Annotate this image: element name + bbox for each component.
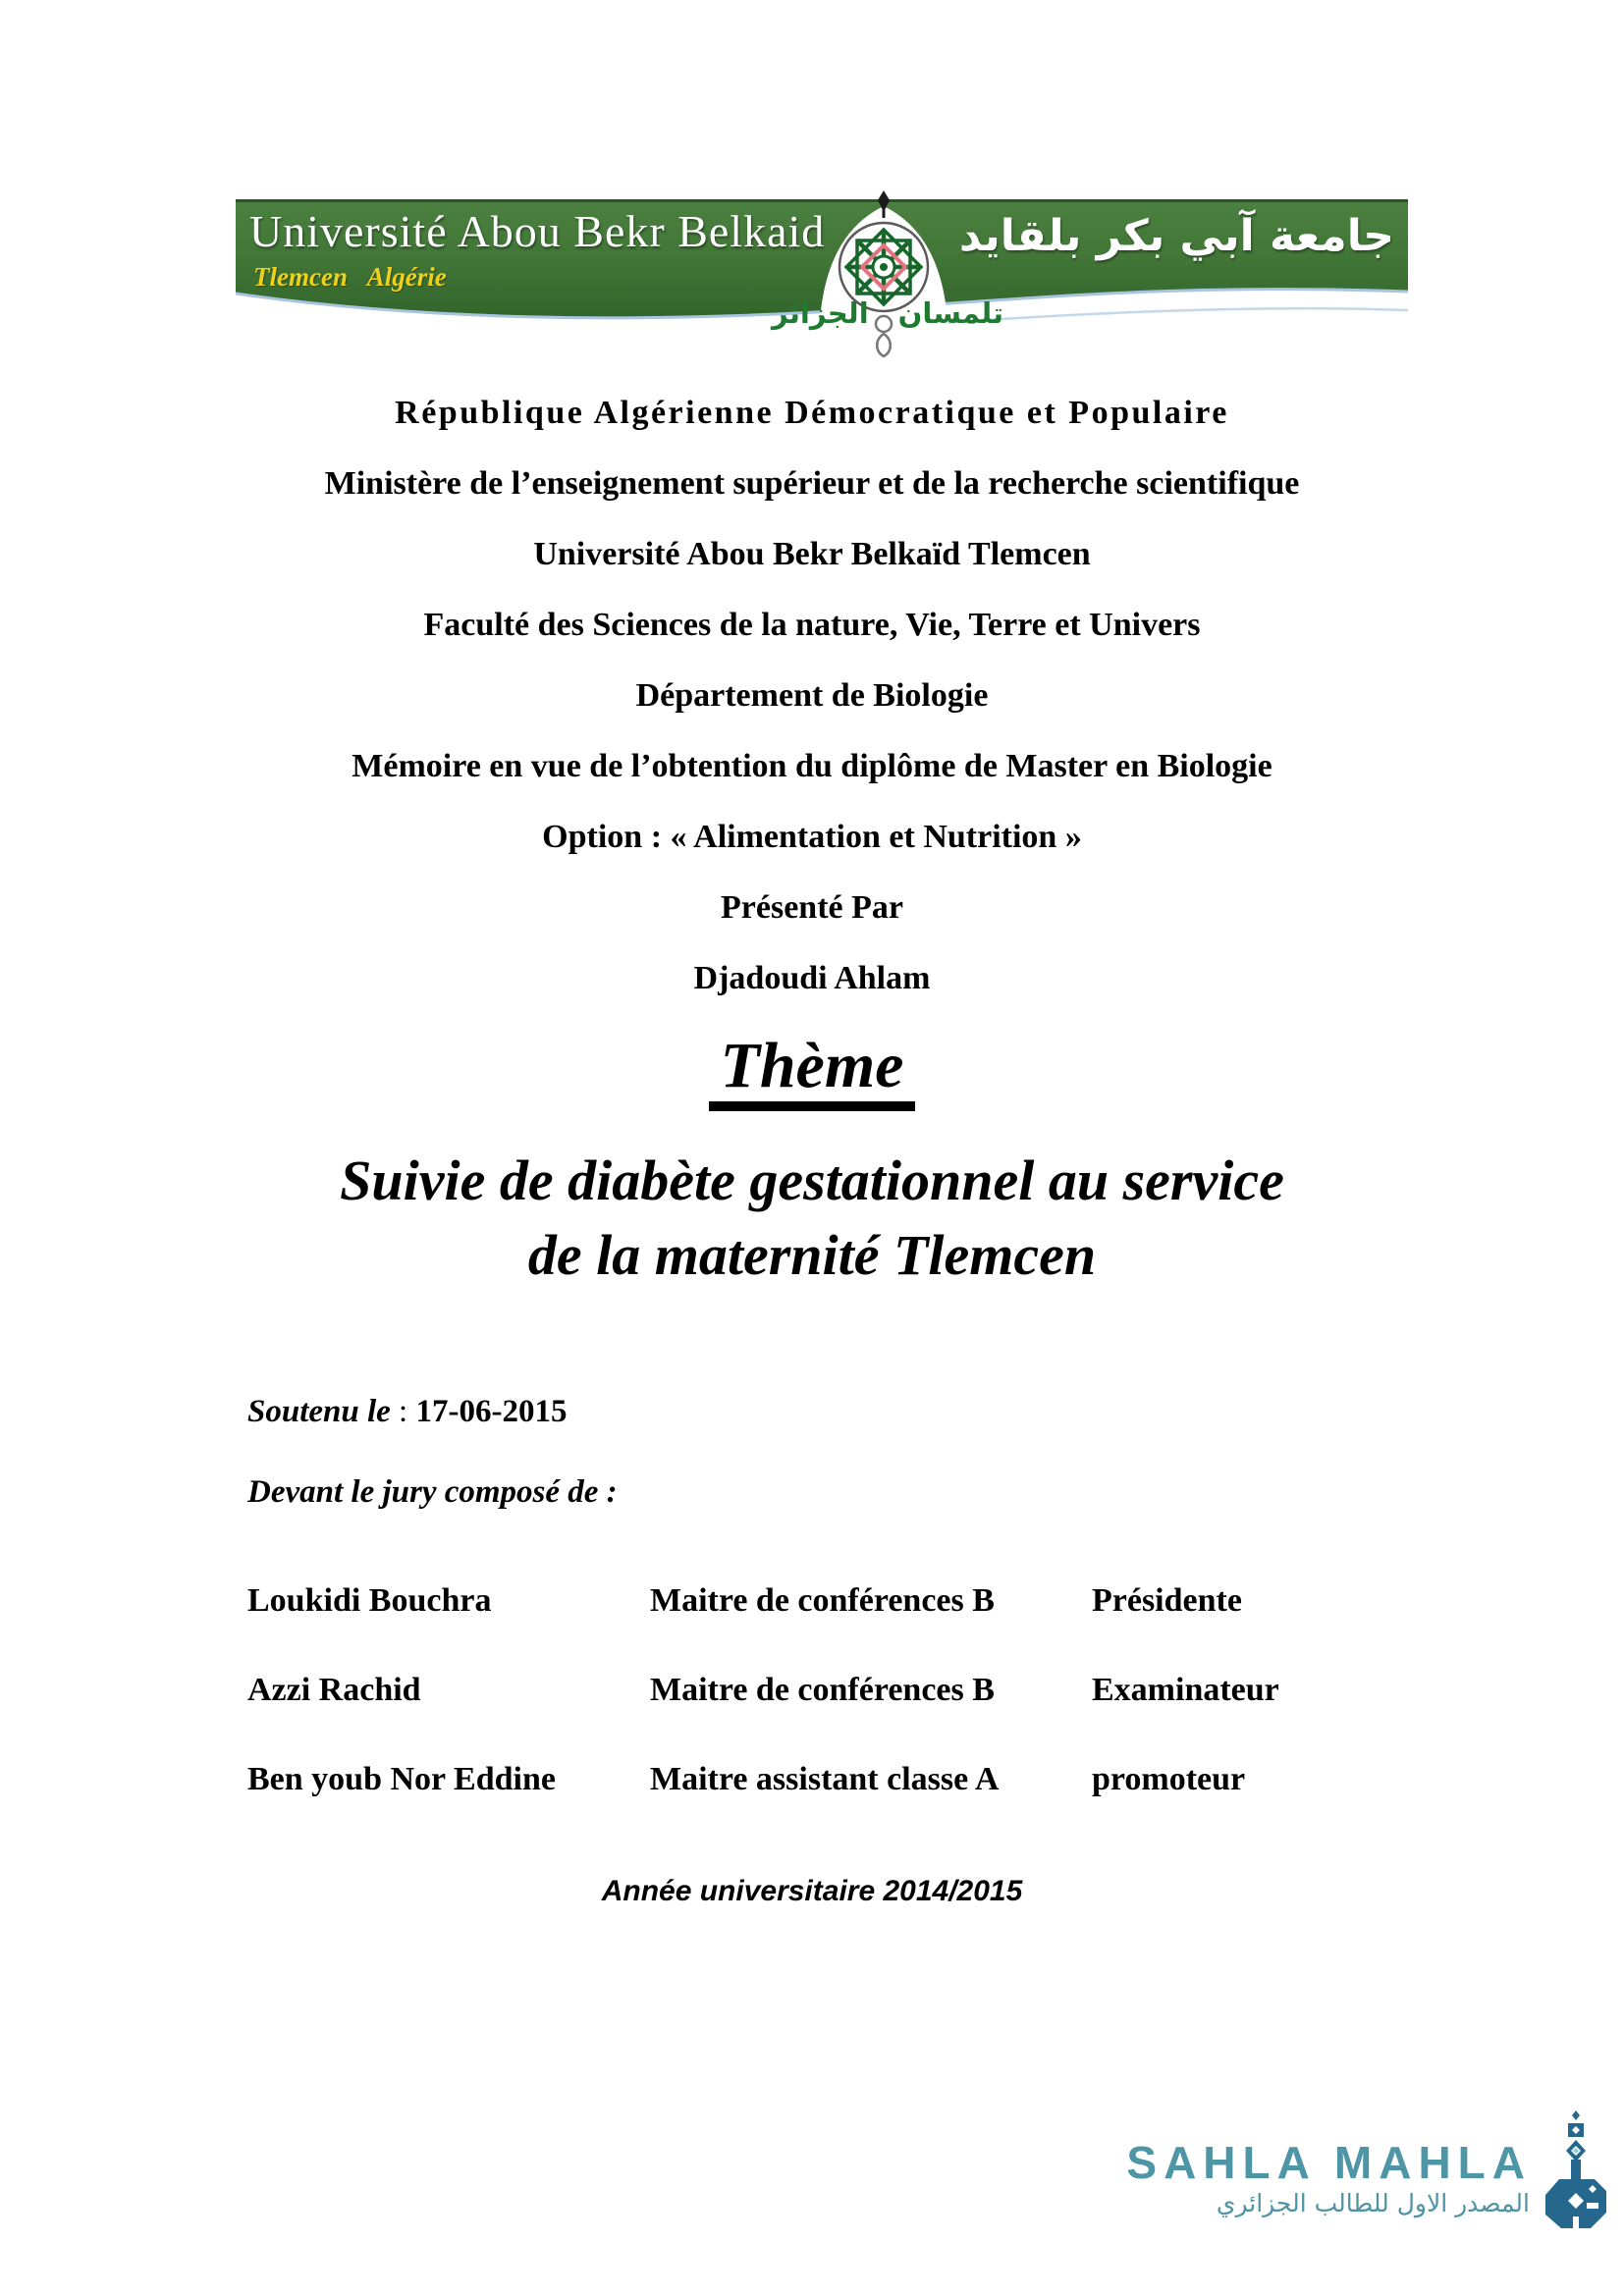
thesis-title — [0, 1144, 1624, 1293]
footer-brand-name: SAHLA MAHLA — [1126, 2137, 1532, 2188]
jury-table — [247, 1582, 1416, 1798]
banner-university-name: Université Abou Bekr Belkaid — [249, 206, 826, 256]
header-line-departement: Département de Biologie — [635, 677, 989, 714]
footer-brand-text — [1126, 2137, 1532, 2217]
jury-member-role: Présidente — [1092, 1582, 1242, 1619]
university-emblem-icon — [803, 188, 964, 361]
header-line-option: Option : « Alimentation et Nutrition » — [542, 819, 1082, 855]
jury-member-grade: Maitre de conférences B — [650, 1582, 995, 1619]
header-line-ministere: Ministère de l’enseignement supérieur et de la recherche scientifique — [324, 465, 1300, 502]
jury-member-name: Loukidi Bouchra — [247, 1582, 492, 1619]
header-line-memoire: Mémoire en vue de l’obtention du diplôme de Master en Biologie — [352, 748, 1272, 784]
header-line-republique: République Algérienne Démocratique et Populaire — [395, 395, 1229, 431]
theme-heading-text: Thème — [709, 1030, 916, 1111]
jury-member-role: Examinateur — [1092, 1672, 1279, 1708]
header-line-universite: Université Abou Bekr Belkaïd Tlemcen — [533, 536, 1091, 572]
defense-date-value: 17-06-2015 — [415, 1394, 568, 1429]
jury-member-grade: Maitre assistant classe A — [650, 1761, 1000, 1797]
defense-date-separator: : — [390, 1394, 416, 1429]
thesis-title-line2: de la maternité Tlemcen — [527, 1223, 1097, 1287]
academic-year-line: Année universitaire 2014/2015 — [601, 1875, 1023, 1907]
banner-university-name-arabic: جامعة آبي بكر بلقايد — [958, 211, 1394, 261]
emblem-caption-algerie-arabic: الجزائر — [772, 296, 869, 330]
jury-intro-line: Devant le jury composé de : — [247, 1474, 618, 1510]
header-line-author-name: Djadoudi Ahlam — [693, 960, 931, 996]
jury-member-grade: Maitre de conférences B — [650, 1672, 995, 1708]
jury-member-name: Ben youb Nor Eddine — [247, 1761, 556, 1797]
footer-brand-tagline-arabic: المصدر الاول للطالب الجزائري — [1216, 2189, 1530, 2217]
theme-heading — [0, 1029, 1624, 1103]
emblem-caption — [772, 296, 1003, 330]
emblem-caption-tlemcen-arabic: تلمسان — [897, 296, 1003, 330]
thesis-title-line1: Suivie de diabète gestationnel au service — [340, 1148, 1284, 1212]
banner-location: Tlemcen Algérie — [253, 262, 447, 292]
footer-brand — [1126, 2110, 1616, 2232]
jury-member-name: Azzi Rachid — [247, 1672, 421, 1708]
header-line-presente-par: Présenté Par — [721, 889, 903, 926]
institution-header-block — [0, 378, 1624, 1014]
defense-date-line — [247, 1394, 567, 1430]
jury-member-role: promoteur — [1092, 1761, 1246, 1797]
header-line-faculte: Faculté des Sciences de la nature, Vie, Terre et Univers — [423, 607, 1201, 643]
defense-date-label: Soutenu le — [247, 1394, 391, 1429]
footer-brand-calligraphy-icon — [1536, 2110, 1616, 2232]
